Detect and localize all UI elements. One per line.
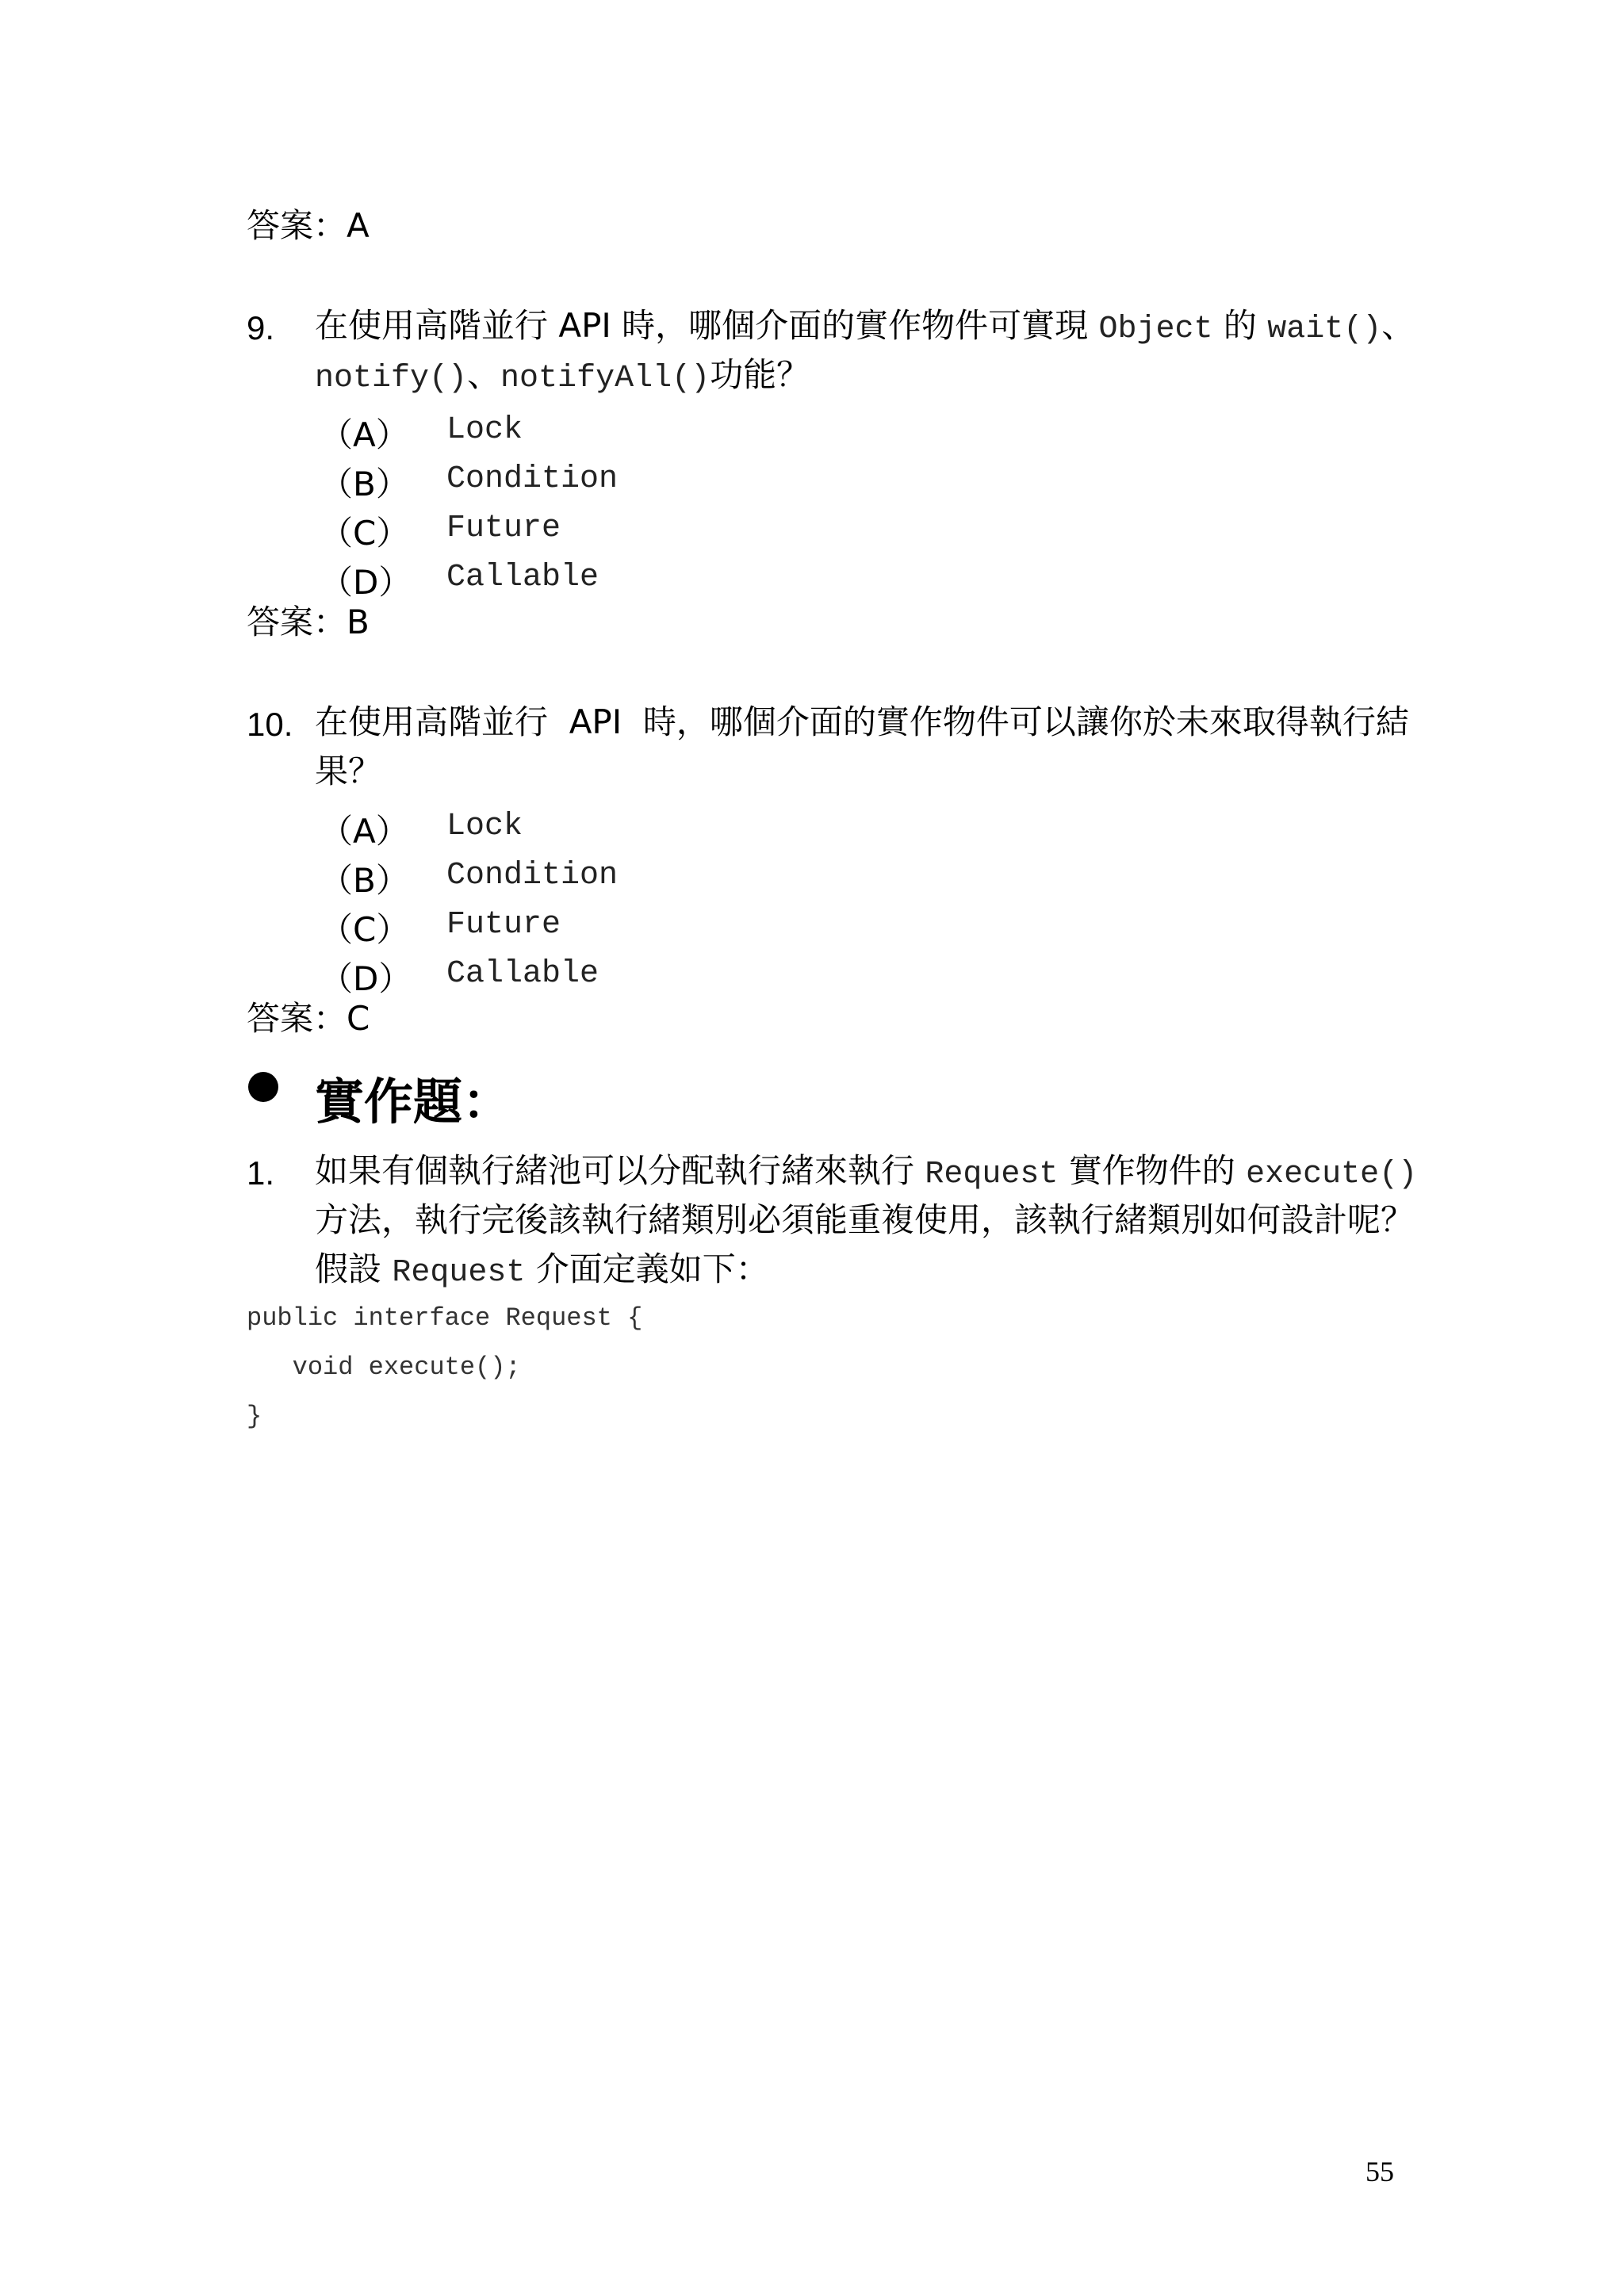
code-notifyall: notifyAll(): [500, 361, 710, 396]
question-10-line-2: 果？: [315, 752, 382, 790]
question-10-number: 10.: [247, 706, 293, 743]
q9-option-c-letter: （C）: [320, 514, 410, 553]
question-9-line-2: [315, 355, 810, 396]
q10-option-a-text: Lock: [446, 809, 523, 844]
q9-option-b-letter: （B）: [320, 465, 409, 503]
question-9-text: 在使用高階並行 API 時，哪個介面的實作物件可實現: [315, 306, 1099, 345]
page-number: 55: [1365, 2156, 1394, 2187]
answer-previous: 答案：A: [247, 206, 370, 245]
q9-option-a-text: Lock: [446, 412, 523, 448]
problem-1-text-3: 假設: [315, 1249, 393, 1288]
question-9-line-1: [315, 306, 1415, 347]
code-notify: notify(): [315, 361, 468, 396]
problem-1-line-3: [315, 1249, 769, 1291]
code-line-1: public interface Request {: [247, 1303, 643, 1333]
q10-option-a-letter: （A）: [320, 812, 409, 851]
code-line-2: void execute();: [247, 1353, 521, 1382]
q9-option-b-text: Condition: [446, 461, 619, 497]
q9-option-d-letter: （D）: [320, 563, 412, 602]
q10-option-b-letter: （B）: [320, 861, 409, 900]
q10-option-c-letter: （C）: [320, 910, 410, 949]
q9-option-c-text: Future: [446, 511, 561, 546]
question-9-text-2: 的: [1212, 306, 1268, 345]
question-9-tail: 功能？: [710, 355, 810, 394]
question-10-answer: 答案：C: [247, 999, 370, 1038]
problem-1-text: 如果有個執行緒池可以分配執行緒來執行: [315, 1151, 925, 1190]
problem-1-text-4: 介面定義如下：: [525, 1249, 769, 1288]
problem-1-text-2: 實作物件的: [1058, 1151, 1247, 1190]
code-execute: execute(): [1246, 1157, 1418, 1192]
q10-option-b-text: Condition: [446, 858, 619, 894]
q10-option-c-text: Future: [446, 907, 561, 943]
code-wait: wait(): [1267, 312, 1382, 347]
question-9-text-3: 、: [1381, 306, 1415, 345]
question-9-sep: 、: [467, 355, 501, 394]
problem-1-line-2: 方法，執行完後該執行緒類別必須能重複使用，該執行緒類別如何設計呢？: [315, 1200, 1415, 1239]
code-request-2: Request: [392, 1255, 526, 1291]
question-9-answer: 答案：B: [247, 603, 370, 641]
code-request: Request: [925, 1157, 1059, 1192]
code-line-3: }: [247, 1402, 262, 1431]
q10-option-d-letter: （D）: [320, 959, 412, 998]
q9-option-d-text: Callable: [446, 560, 599, 595]
problem-1-number: 1.: [247, 1154, 275, 1192]
problem-1-line-1: [315, 1151, 1418, 1192]
question-10-line-1: 在使用高階並行 API 時，哪個介面的實作物件可以讓你於未來取得執行結: [315, 702, 1409, 741]
code-object: Object: [1098, 312, 1213, 347]
bullet-icon: [248, 1072, 278, 1102]
question-9-number: 9.: [247, 309, 275, 346]
section-title: 實作題：: [315, 1073, 512, 1131]
q9-option-a-letter: （A）: [320, 415, 409, 454]
q10-option-d-text: Callable: [446, 956, 599, 992]
